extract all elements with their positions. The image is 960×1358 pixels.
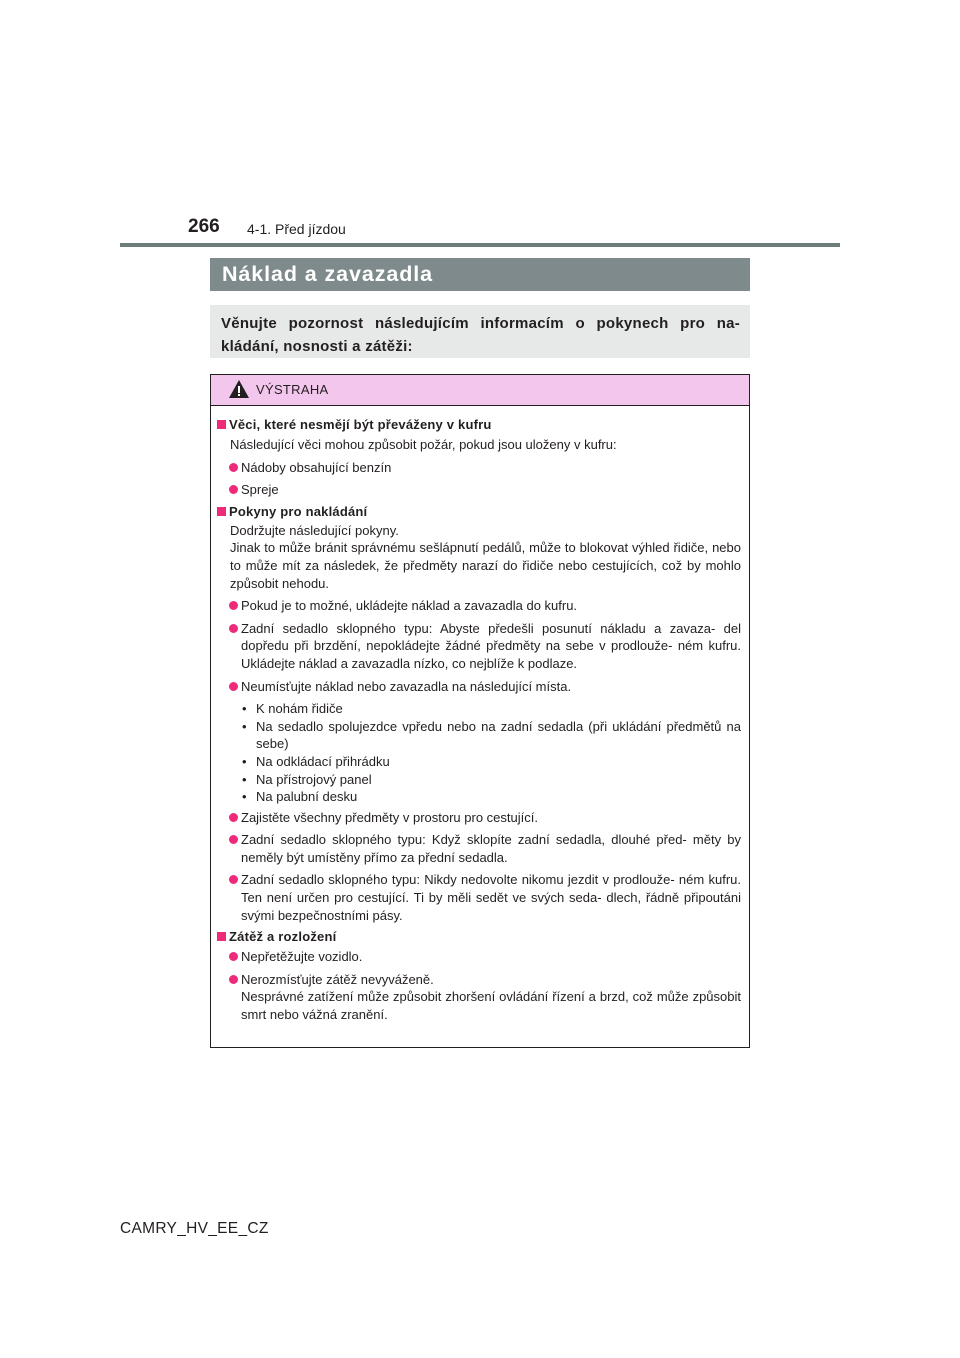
sub-list-item xyxy=(211,700,741,718)
sub-list-item xyxy=(211,771,741,789)
sub-list-item-text: K nohám řidiče xyxy=(256,701,343,717)
square-bullet-icon xyxy=(217,507,226,516)
dot-bullet-icon xyxy=(229,485,238,494)
list-item-detail: Nesprávné zatížení může způsobit zhoršení ovládání řízení a brzd, což může způsobit smrt nebo vážná zranění. xyxy=(241,989,741,1023)
intro-box: Věnujte pozornost následujícím informacím o pokynech pro na- kládání, nosnosti a zátěži: xyxy=(210,305,750,358)
sub-list-item xyxy=(211,788,741,806)
sub-bullet-mark: • xyxy=(242,701,247,717)
list-item xyxy=(211,831,741,866)
list-item xyxy=(211,620,741,673)
page-title: Náklad a zavazadla xyxy=(222,262,434,286)
list-item-text: Nepřetěžujte vozidlo. xyxy=(241,949,363,965)
header-rule xyxy=(120,243,840,247)
list-item xyxy=(211,971,741,989)
sub-list-item-text: Na palubní desku xyxy=(256,789,358,805)
warning-box xyxy=(210,374,750,1048)
sub-list-item-text: Na sedadlo spolujezdce vpředu nebo na zadní sedadla (při ukládání předmětů na sebe) xyxy=(256,718,741,752)
section-heading xyxy=(217,416,749,434)
sub-bullet-mark: • xyxy=(242,753,247,769)
sub-bullet-mark: • xyxy=(242,789,247,805)
sub-list-item xyxy=(211,718,741,753)
list-item xyxy=(211,948,741,966)
page-number: 266 xyxy=(188,216,220,237)
list-item xyxy=(211,871,741,924)
sub-list-item-text: Na odkládací přihrádku xyxy=(256,753,390,769)
section-intro: Následující věci mohou způsobit požár, pokud jsou uloženy v kufru: xyxy=(230,437,617,452)
dot-bullet-icon xyxy=(229,952,238,961)
list-item-text: Zadní sedadlo sklopného typu: Nikdy nedovolte nikomu jezdit v prodlouže- ném kufru. Ten není určen pro cestující. Ti by měli sedět ve svých seda- dlech, řádně připoutáni svými bezpečnostními pásy. xyxy=(241,872,741,923)
list-item-text: Nerozmísťujte zátěž nevyváženě. xyxy=(241,971,434,987)
sub-bullet-mark: • xyxy=(242,771,247,787)
section-intro-detail: Jinak to může bránit správnému sešlápnutí pedálů, může to blokovat výhled řidiče, nebo to může mít za následek, že předměty narazí do řidiče nebo cestujících, což by mohlo způsobit nehodu. xyxy=(230,540,741,591)
warning-triangle-icon xyxy=(228,379,250,399)
list-item-text: Zajistěte všechny předměty v prostoru pro cestující. xyxy=(241,809,538,825)
list-item xyxy=(211,678,741,696)
list-item xyxy=(211,481,741,499)
warning-body xyxy=(211,416,749,1024)
dot-bullet-icon xyxy=(229,813,238,822)
square-bullet-icon xyxy=(217,420,226,429)
dot-bullet-icon xyxy=(229,975,238,984)
square-bullet-icon xyxy=(217,932,226,941)
dot-bullet-icon xyxy=(229,601,238,610)
section-label: 4-1. Před jízdou xyxy=(247,221,346,237)
list-item-text: Zadní sedadlo sklopného typu: Když sklopíte zadní sedadla, dlouhé před- měty by neměly být umístěny přímo za přední sedadla. xyxy=(241,832,741,865)
section-intro: Dodržujte následující pokyny. xyxy=(230,522,399,538)
dot-bullet-icon xyxy=(229,682,238,691)
sub-bullet-mark: • xyxy=(242,718,247,734)
dot-bullet-icon xyxy=(229,463,238,472)
title-bar xyxy=(210,258,750,291)
section-heading-text: Věci, které nesmějí být převáženy v kufru xyxy=(229,417,492,432)
footer-code: CAMRY_HV_EE_CZ xyxy=(120,1220,269,1237)
warning-header xyxy=(211,375,749,406)
section-heading-text: Pokyny pro nakládání xyxy=(229,503,368,519)
list-item-text: Zadní sedadlo sklopného typu: Abyste předešli posunutí nákladu a zavaza- del dopředu při brzdění, nepokládejte žádné předměty na sebe v prodlouže- ném kufru. Ukládejte náklad a zavazadla nízko, co nejblíže k podlaze. xyxy=(241,620,741,671)
list-item-text: Pokud je to možné, ukládejte náklad a zavazadla do kufru. xyxy=(241,598,578,614)
sub-list-item xyxy=(211,753,741,771)
list-item xyxy=(211,809,741,827)
section-heading xyxy=(217,928,749,946)
list-item xyxy=(211,459,741,477)
list-item-text: Neumísťujte náklad nebo zavazadla na následující místa. xyxy=(241,678,572,694)
list-item-text: Nádoby obsahující benzín xyxy=(241,459,392,475)
list-item-text: Spreje xyxy=(241,482,279,498)
warning-label: VÝSTRAHA xyxy=(256,382,329,397)
sub-list-item-text: Na přístrojový panel xyxy=(256,771,372,787)
section-heading-text: Zátěž a rozložení xyxy=(229,929,337,945)
dot-bullet-icon xyxy=(229,835,238,844)
dot-bullet-icon xyxy=(229,875,238,884)
list-item xyxy=(211,597,741,615)
dot-bullet-icon xyxy=(229,624,238,633)
section-heading xyxy=(217,503,749,521)
